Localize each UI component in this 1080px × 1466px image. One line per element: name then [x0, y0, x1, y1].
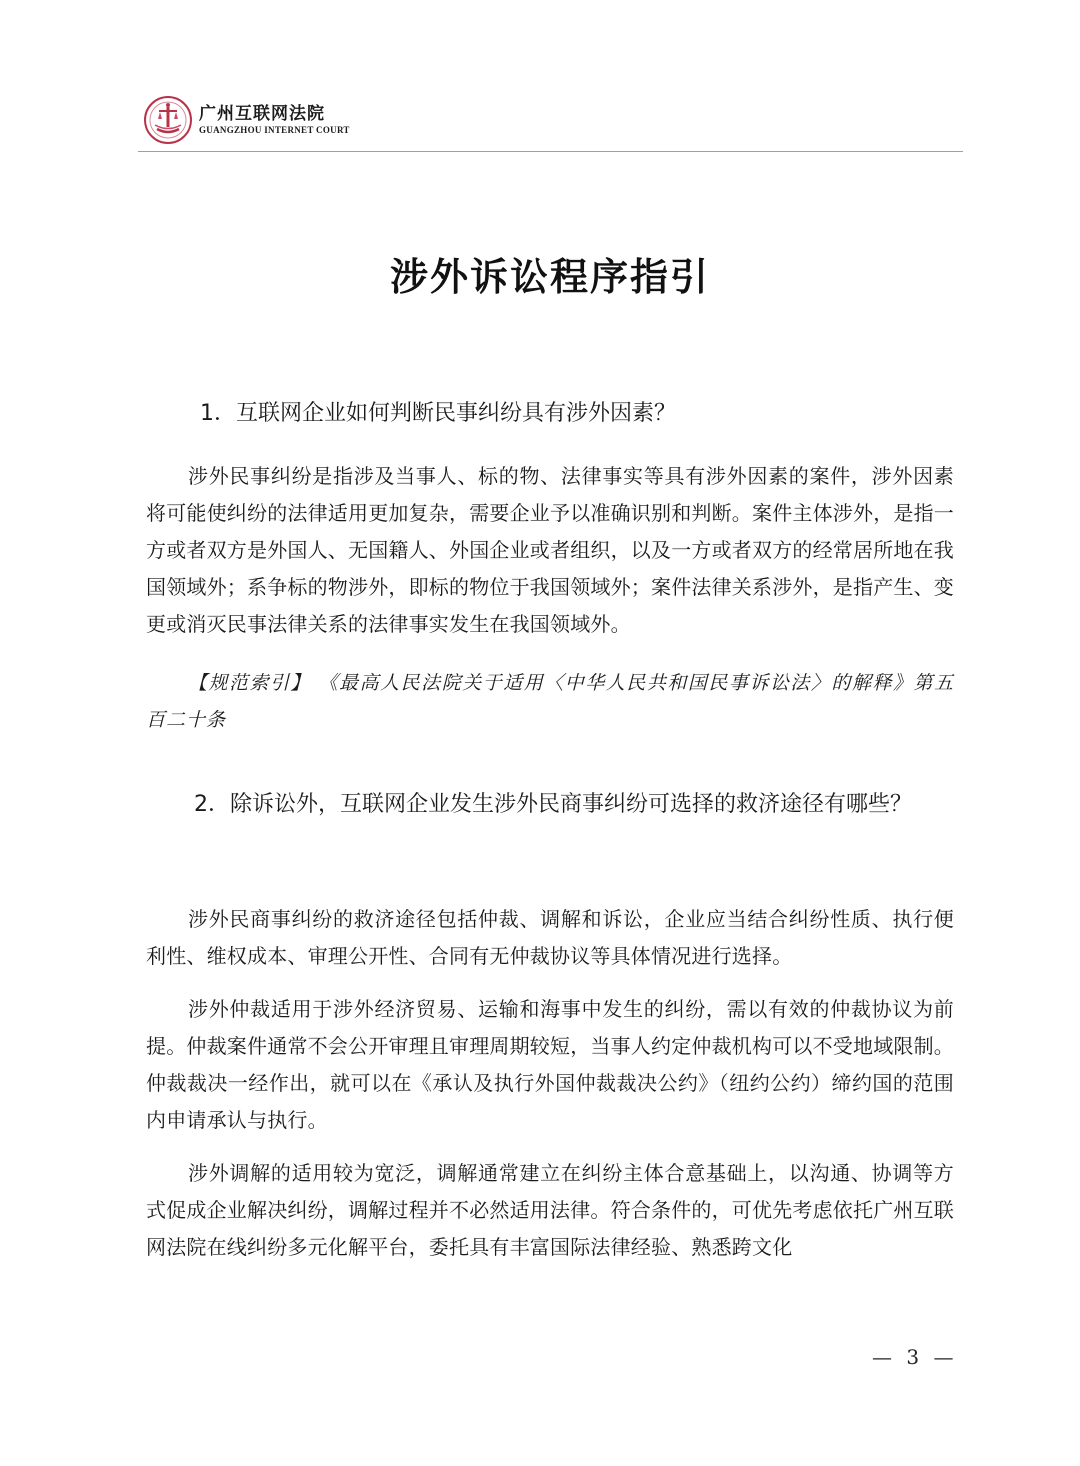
- page-number: — 3 —: [872, 1345, 958, 1369]
- court-emblem-icon: [143, 95, 193, 145]
- document-title: 涉外诉讼程序指引: [389, 254, 710, 299]
- question-2-heading: 2．除诉讼外，互联网企业发生涉外民商事纠纷可选择的救济途径有哪些？: [194, 792, 912, 817]
- header-divider: [138, 151, 963, 152]
- question-1-reference: 【规范索引】 《最高人民法院关于适用〈中华人民共和国民事诉讼法〉的解释》第五百二十条: [146, 672, 954, 731]
- question-2-answer-1: 涉外民商事纠纷的救济途径包括仲裁、调解和诉讼，企业应当结合纠纷性质、执行便利性、维权成本、审理公开性、合同有无仲裁协议等具体情况进行选择。: [146, 907, 954, 968]
- question-1-heading: 1．互联网企业如何判断民事纠纷具有涉外因素？: [200, 401, 676, 426]
- question-2-answer-2: 涉外仲裁适用于涉外经济贸易、运输和海事中发生的纠纷，需以有效的仲裁协议为前提。仲裁案件通常不会公开审理且审理周期较短，当事人约定仲裁机构可以不受地域限制。仲裁裁决一经作出，就可以在《承认及执行外国仲裁裁决公约》（纽约公约）缔约国的范围内申请承认与执行。: [146, 997, 954, 1132]
- court-name-cn: 广州互联网法院: [199, 104, 325, 124]
- question-2-answer-3: 涉外调解的适用较为宽泛，调解通常建立在纠纷主体合意基础上，以沟通、协调等方式促成企业解决纠纷，调解过程并不必然适用法律。符合条件的，可优先考虑依托广州互联网法院在线纠纷多元化解平台，委托具有丰富国际法律经验、熟悉跨文化: [146, 1161, 954, 1259]
- court-name-en: GUANGZHOU INTERNET COURT: [199, 125, 350, 135]
- page-header: [143, 90, 963, 150]
- question-1-answer: 涉外民事纠纷是指涉及当事人、标的物、法律事实等具有涉外因素的案件，涉外因素将可能使纠纷的法律适用更加复杂，需要企业予以准确识别和判断。案件主体涉外，是指一方或者双方是外国人、无国籍人、外国企业或者组织，以及一方或者双方的经常居所地在我国领域外；系争标的物涉外，即标的物位于我国领域外；案件法律关系涉外，是指产生、变更或消灭民事法律关系的法律事实发生在我国领域外。: [146, 464, 954, 636]
- court-name: [199, 104, 350, 136]
